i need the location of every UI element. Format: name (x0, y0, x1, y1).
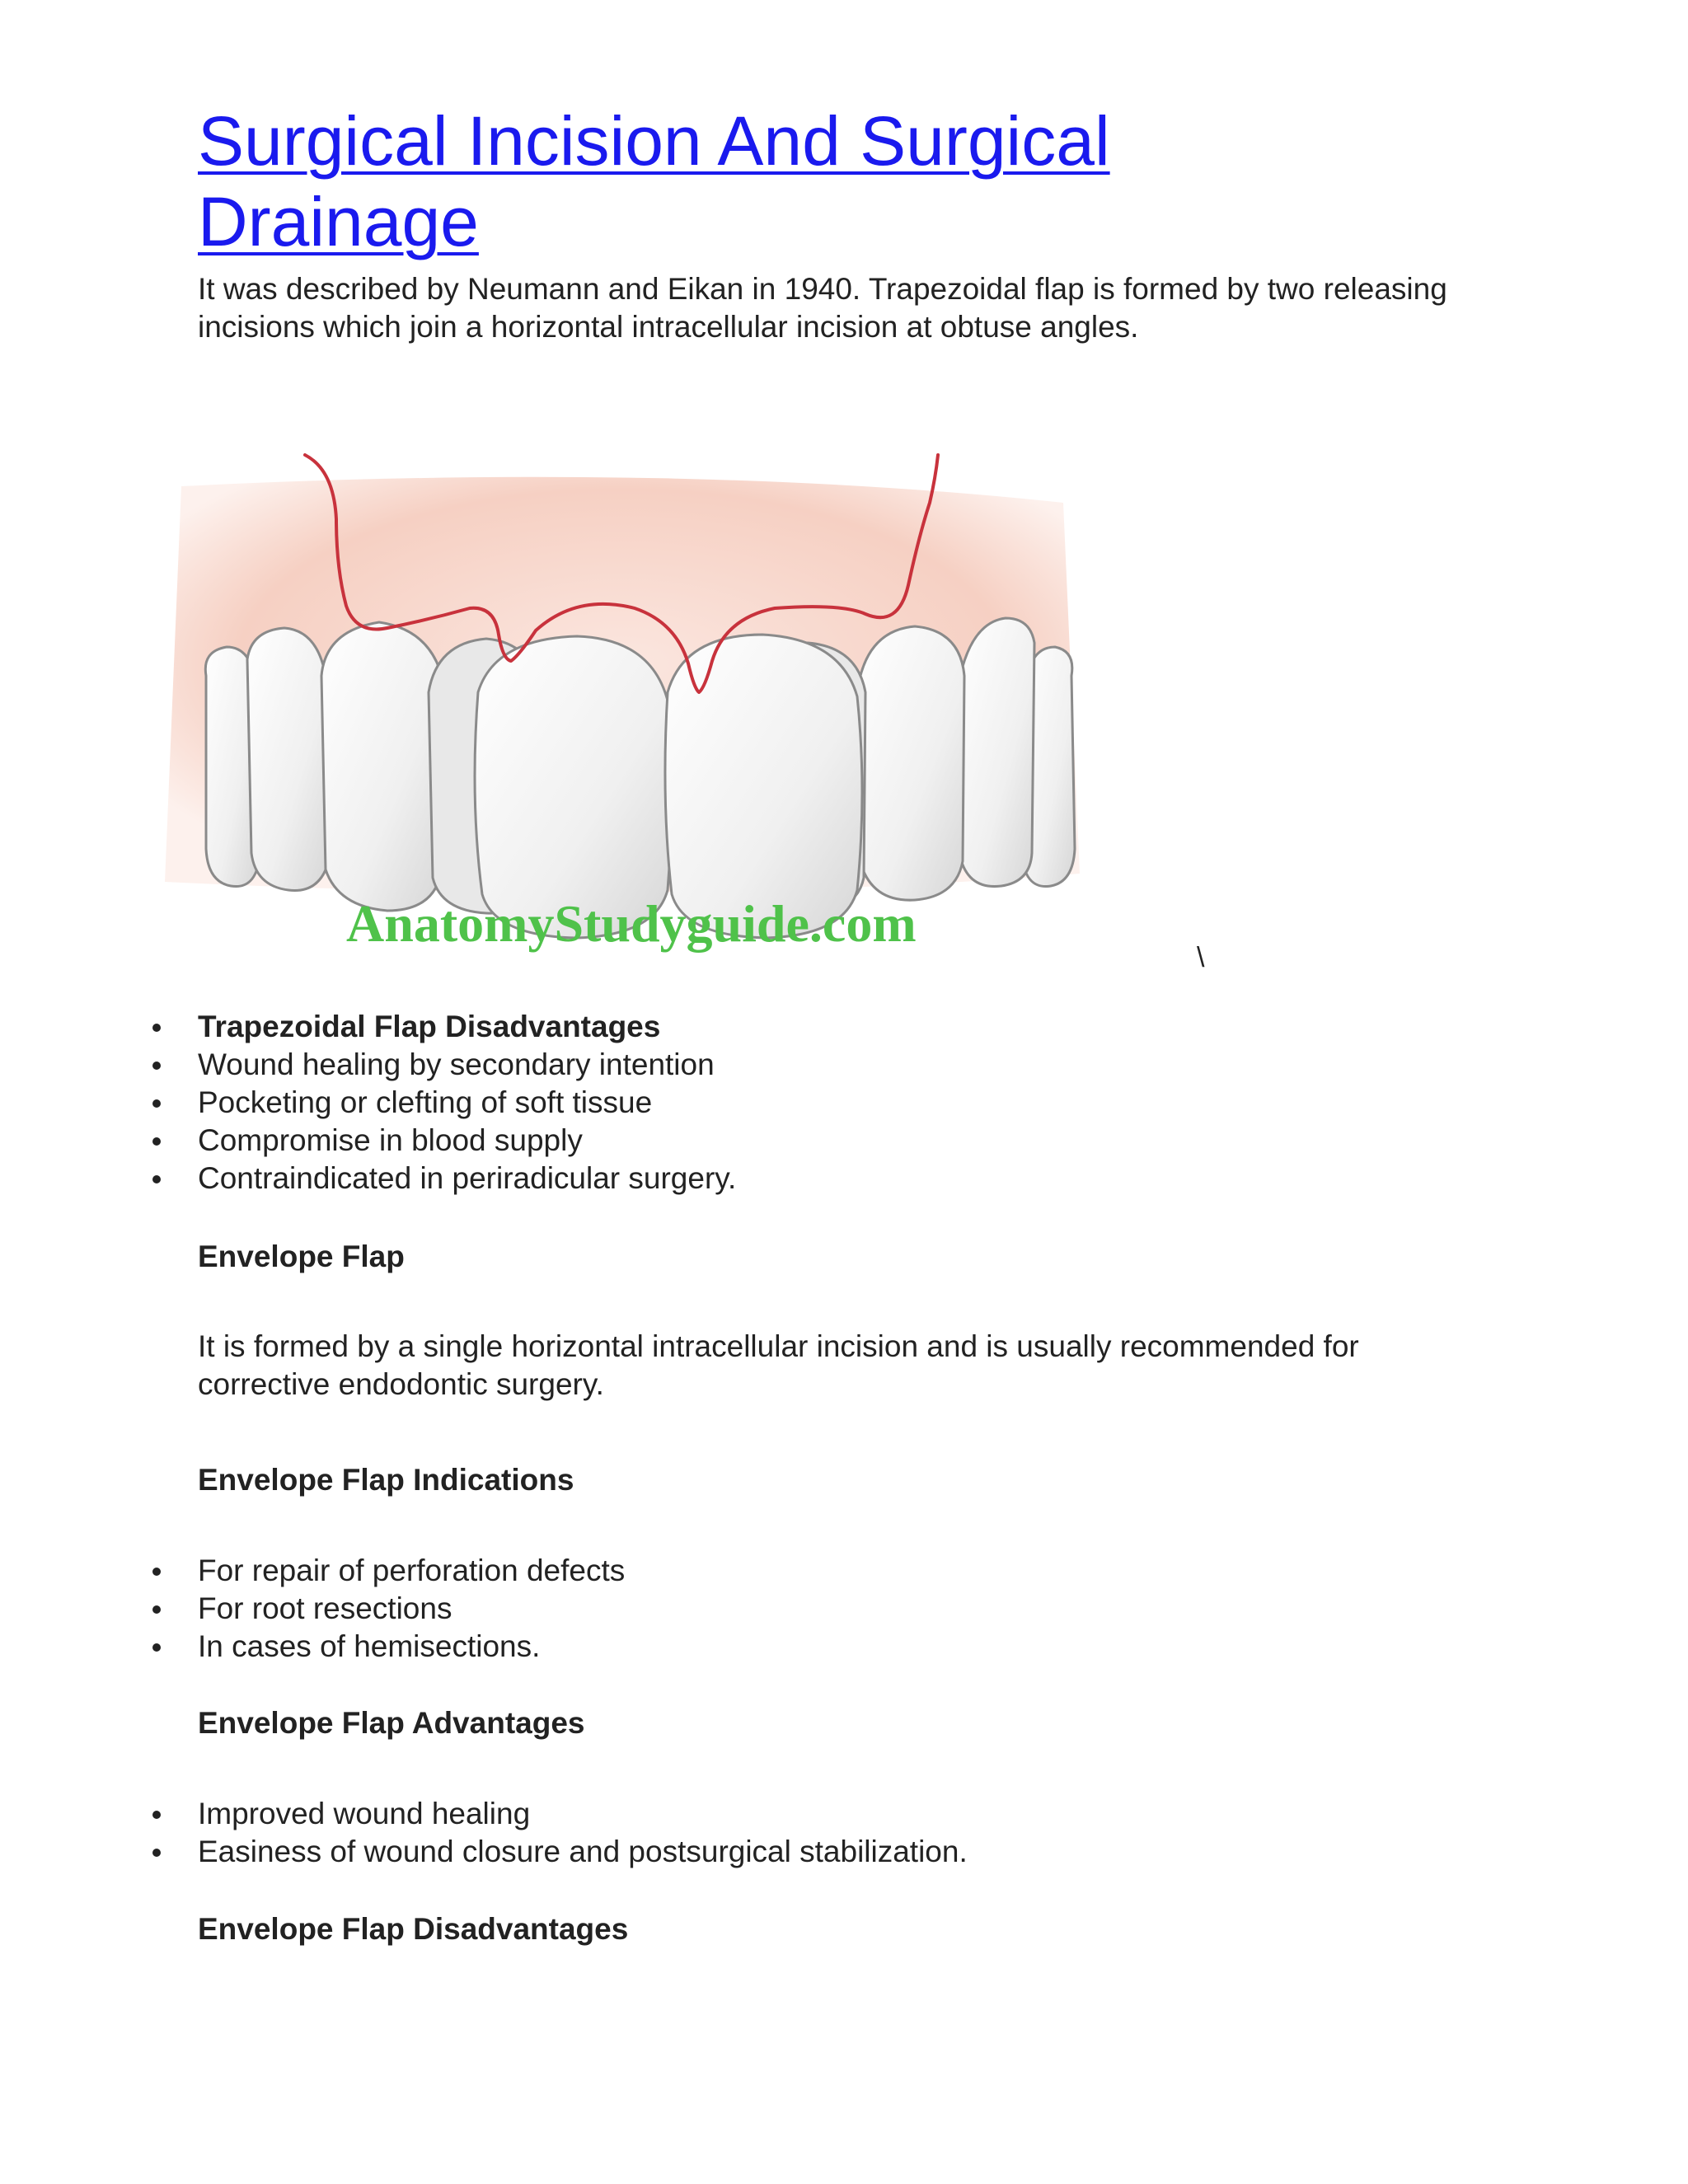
trapezoidal-flap-figure (148, 445, 1203, 981)
list-item: Wound healing by secondary intention (198, 1046, 736, 1084)
tooth-right-central-incisor (665, 635, 862, 938)
list-item: Easiness of wound closure and postsurgical stabilization. (198, 1833, 968, 1871)
list-item: Pocketing or clefting of soft tissue (198, 1084, 736, 1122)
tooth-left-canine (321, 622, 445, 911)
tooth-right-premolar (960, 618, 1034, 887)
advantages-list (198, 1795, 968, 1871)
list-item: Improved wound healing (198, 1795, 968, 1833)
tooth-left-central-incisor (475, 636, 672, 938)
page-title[interactable]: Surgical Incision And Surgical Drainage (198, 102, 1110, 260)
envelope-flap-heading: Envelope Flap (198, 1240, 405, 1273)
list-item: Trapezoidal Flap Disadvantages (198, 1008, 736, 1046)
tooth-right-canine (857, 626, 964, 900)
list-item: In cases of hemisections. (198, 1628, 625, 1666)
indications-list (198, 1552, 625, 1666)
list-item: For root resections (198, 1590, 625, 1628)
envelope-flap-paragraph: It is formed by a single horizontal intracellular incision and is usually recommended for corrective endodontic surgery. (198, 1329, 1359, 1401)
indications-heading: Envelope Flap Indications (198, 1463, 574, 1497)
watermark-text: AnatomyStudyguide.com (346, 894, 917, 953)
trapezoidal-disadvantages-list (198, 1008, 736, 1197)
list-item: For repair of perforation defects (198, 1552, 625, 1590)
list-item: Compromise in blood supply (198, 1122, 736, 1160)
disadvantages-heading: Envelope Flap Disadvantages (198, 1912, 629, 1946)
stray-backslash: \ (1197, 942, 1205, 973)
tooth-left-premolar (247, 628, 330, 891)
intro-paragraph: It was described by Neumann and Eikan in 1940. Trapezoidal flap is formed by two releasing incisions which join a horizontal intracellular incision at obtuse angles. (198, 272, 1447, 344)
list-item: Contraindicated in periradicular surgery. (198, 1160, 736, 1197)
advantages-heading: Envelope Flap Advantages (198, 1706, 585, 1740)
